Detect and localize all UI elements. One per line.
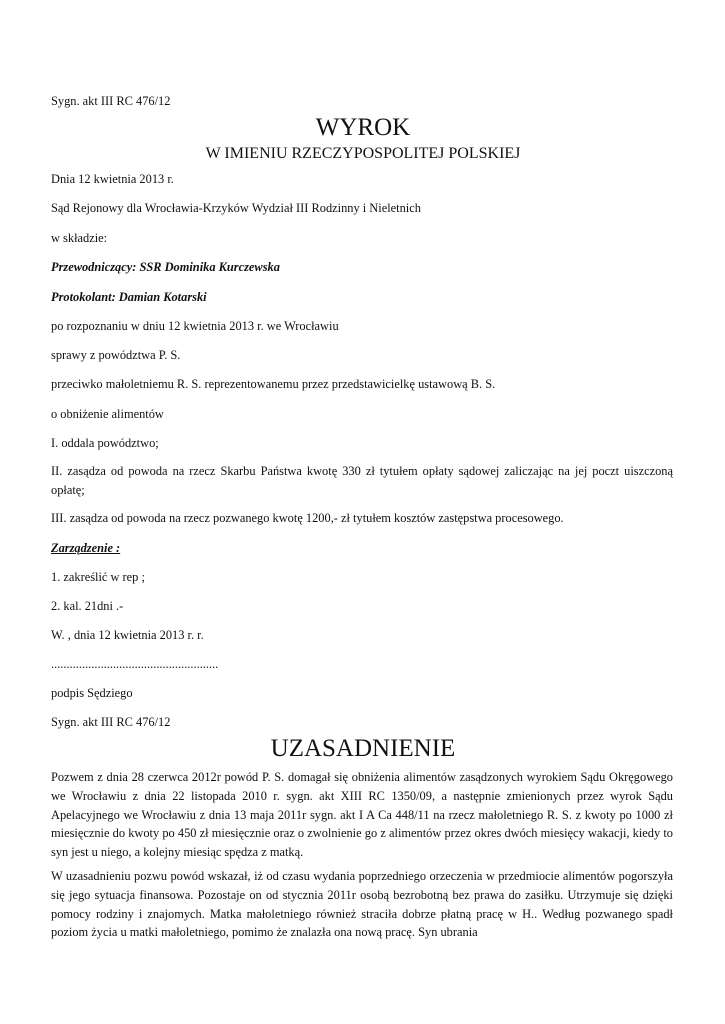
signature-dots: ...................................................... [51, 657, 219, 671]
court-clerk: Protokolant: Damian Kotarski [51, 290, 207, 304]
order-item: 1. zakreślić w rep ; [51, 570, 145, 584]
case-signature-bottom: Sygn. akt III RC 476/12 [51, 715, 171, 729]
justification-paragraph: W uzasadnieniu pozwu powód wskazał, iż od czasu wydania poprzedniego orzeczenia w przedmiocie alimentów pogorszyła się jego sytuacja finansowa. Pozostaje on od stycznia 2011r osobą bezrobotną bez prawa do zasiłku. Utrzymuje się dzięki pomocy rodziny i znajomych. Matka małoletniego również straciła dobrze płatną pracę w H.. Według pozwanego spadł poziom życia u matki małoletniego, pomimo że znalazła ona nową pracę. Syn ubrania [51, 869, 673, 940]
ruling-point: III. zasądza od powoda na rzecz pozwanego kwotę 1200,- zł tytułem kosztów zastępstwa procesowego. [51, 511, 564, 525]
hearing-info: po rozpoznaniu w dniu 12 kwietnia 2013 r. we Wrocławiu [51, 319, 339, 333]
case-defendant: przeciwko małoletniemu R. S. reprezentowanemu przez przedstawicielkę ustawową B. S. [51, 377, 496, 391]
case-signature-top: Sygn. akt III RC 476/12 [51, 94, 171, 108]
ruling-point: I. oddala powództwo; [51, 436, 159, 450]
justification-paragraph: Pozwem z dnia 28 czerwca 2012r powód P. S. domagał się obniżenia alimentów zasądzonych wyrokiem Sądu Okręgowego we Wrocławiu z dnia 22 listopada 2010 r. sygn. akt XIII RC 1350/09, a następnie zmienionych przez wyrok Sądu Apelacyjnego we Wrocławiu z dnia 13 maja 2011r sygn. akt I A Ca 448/11 na rzecz małoletniego R. S. z kwoty po 1000 zł miesięcznie do kwoty po 450 zł miesięcznie oraz o zwolnienie go z alimentów przez okres dwóch miesięcy wakacji, kiedy to syn jest u niego, a kolejny miesiąc spędza z matką. [51, 770, 673, 860]
presiding-judge: Przewodniczący: SSR Dominika Kurczewska [51, 260, 280, 274]
signature-label: podpis Sędziego [51, 686, 133, 700]
case-plaintiff: sprawy z powództwa P. S. [51, 348, 181, 362]
ruling-point: II. zasądza od powoda na rzecz Skarbu Państwa kwotę 330 zł tytułem opłaty sądowej zaliczając na jej poczt uiszczoną opłatę; [51, 464, 673, 497]
case-subject: o obniżenie alimentów [51, 407, 164, 421]
judgment-subtitle: W IMIENIU RZECZYPOSPOLITEJ POLSKIEJ [205, 145, 521, 162]
order-place-date: W. , dnia 12 kwietnia 2013 r. r. [51, 628, 204, 642]
judgment-title: WYROK [315, 114, 411, 141]
court-name: Sąd Rejonowy dla Wrocławia-Krzyków Wydział III Rodzinny i Nieletnich [51, 201, 421, 215]
judgment-date: Dnia 12 kwietnia 2013 r. [51, 172, 174, 186]
order-label: Zarządzenie : [51, 541, 121, 555]
order-item: 2. kal. 21dni .- [51, 599, 124, 613]
composition-label: w składzie: [51, 231, 108, 245]
justification-title: UZASADNIENIE [270, 735, 456, 762]
